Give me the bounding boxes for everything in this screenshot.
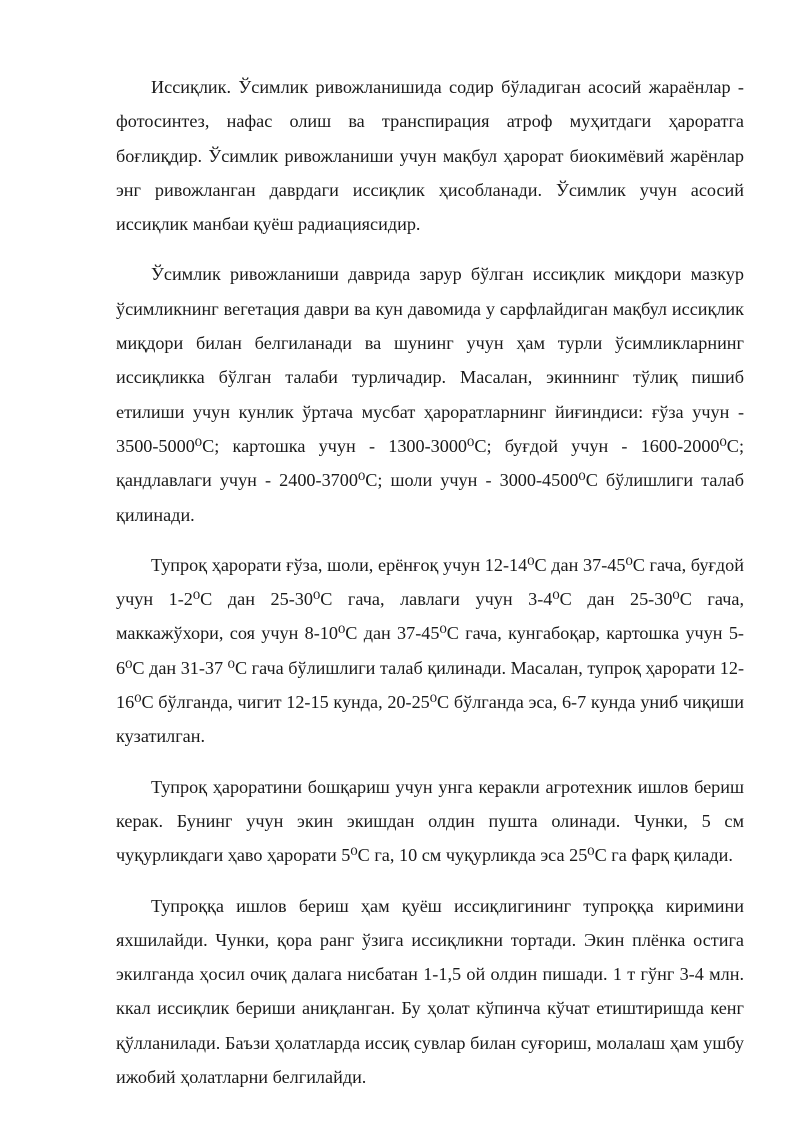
paragraph-text: Тупроққа ишлов бериш ҳам қуёш иссиқлигининг тупроққа киримини яхшилайди. Чунки, қора ранг ўзига иссиқликни тортади. Экин плёнка остига экилганда ҳосил очиқ далага нисбатан 1-1,5 ой олдин пишади. 1 т гўнг 3-4 млн. ккал иссиқлик бериши аниқланган. Бу ҳолат кўпинча кўчат етиштиришда кенг қўлланилади. Баъзи ҳолатларда иссиқ сувлар билан суғориш, молалаш ҳам ушбу ижобий ҳолатларни белгилайди. [116, 895, 744, 1088]
paragraph-text: Тупроқ ҳарорати ғўза, шоли, ерёнғоқ учун 12-14⁰С дан 37-45⁰С гача, буғдой учун 1-2⁰С дан 25-30⁰С гача, лавлаги учун 3-4⁰С дан 25-30⁰С гача, маккажўхори, соя учун 8-10⁰С дан 37-45⁰С гача, кунгабоқар, картошка учун 5-6⁰С дан 31-37 ⁰С гача бўлишлиги талаб қилинади. Масалан, тупроқ ҳарорати 12-16⁰С бўлганда, чигит 12-15 кунда, 20-25⁰С бўлганда эса, 6-7 кунда униб чиқиши кузатилган. [116, 554, 744, 747]
paragraph-heat-requirements [116, 257, 744, 531]
paragraph-text: Тупроқ ҳароратини бошқариш учун унга керакли агротехник ишлов бериш керак. Бунинг учун экин экишдан олдин пушта олинади. Чунки, 5 см чуқурликдаги ҳаво ҳарорати 5⁰С га, 10 см чуқурликда эса 25⁰С га фарқ қилади. [116, 776, 744, 866]
paragraph-text: Ўсимлик ривожланиши даврида зарур бўлган иссиқлик миқдори мазкур ўсимликнинг вегетация даври ва кун давомида у сарфлайдиган мақбул иссиқлик миқдори билан белгиланади ва шунинг учун ҳам турли ўсимликларнинг иссиқликка бўлган талаби турличадир. Масалан, экиннинг тўлиқ пишиб етилиши учун кунлик ўртача мусбат ҳароратларнинг йиғиндиси: ғўза учун - 3500-5000⁰С; картошка учун - 1300-3000⁰С; буғдой учун - 1600-2000⁰С; қандлавлаги учун - 2400-3700⁰С; шоли учун - 3000-4500⁰С бўлишлиги талаб қилинади. [116, 264, 744, 525]
paragraph-soil-temperature-control [116, 770, 744, 873]
paragraph-heat-intro [116, 70, 744, 241]
document-body [116, 70, 744, 1110]
paragraph-soil-temperature [116, 548, 744, 754]
paragraph-soil-tillage [116, 889, 744, 1095]
paragraph-text: Иссиқлик. Ўсимлик ривожланишида содир бўладиган асосий жараёнлар - фотосинтез, нафас олиш ва транспирация атроф муҳитдаги ҳароратга боғлиқдир. Ўсимлик ривожланиши учун мақбул ҳарорат биокимёвий жарёнлар энг ривожланган даврдаги иссиқлик ҳисобланади. Ўсимлик учун асосий иссиқлик манбаи қуёш радиациясидир. [116, 77, 744, 235]
